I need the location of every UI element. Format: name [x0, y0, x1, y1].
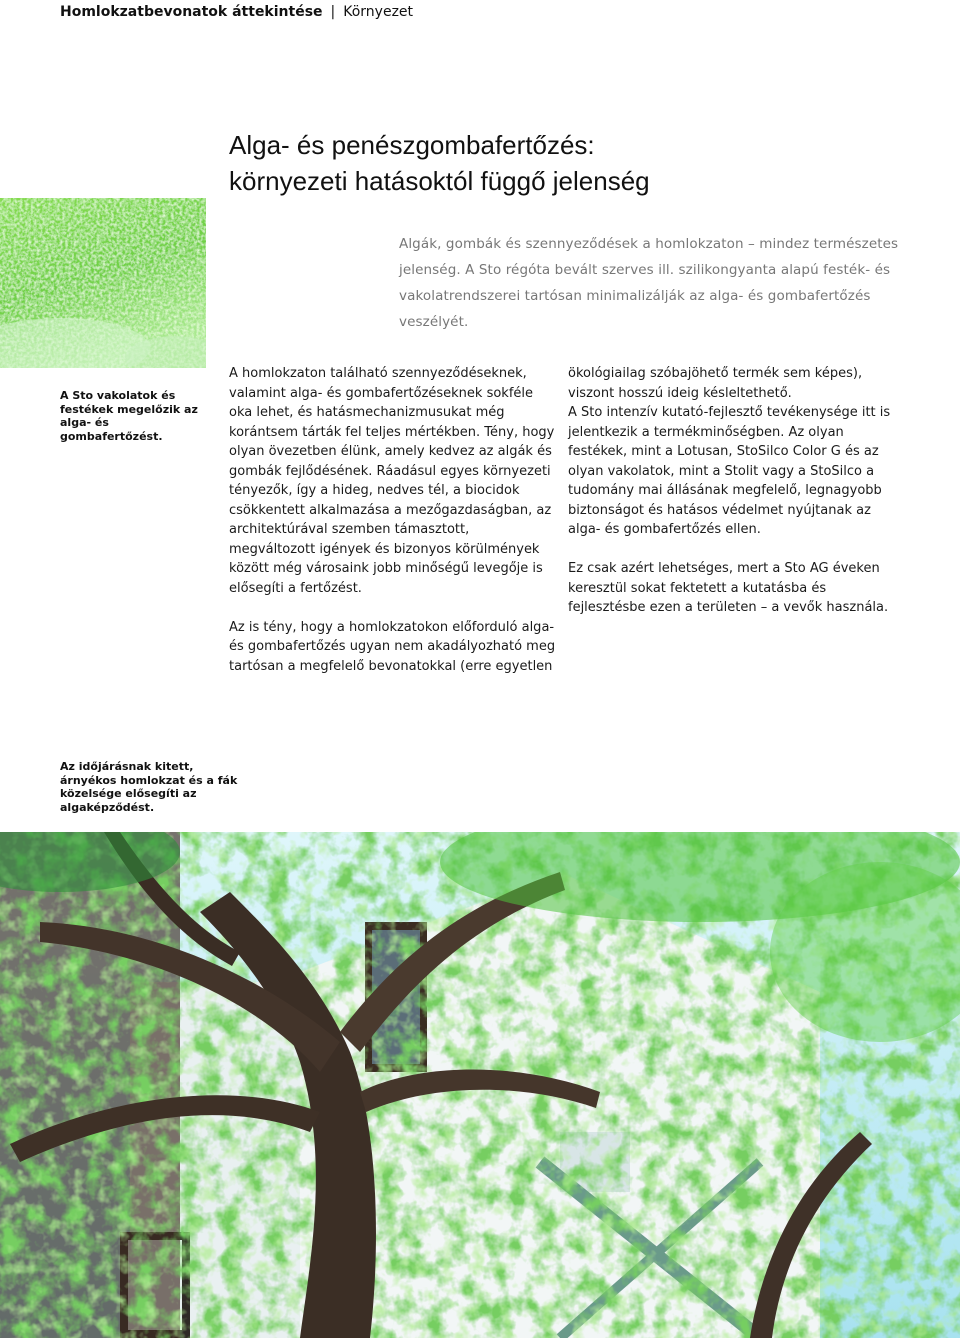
body-column-2 [568, 364, 898, 637]
caption-top: A Sto vakolatok és festékek megelőzik az alga- és gombafertőzést. [60, 389, 198, 443]
algae-texture-graphic [0, 198, 206, 368]
running-header [60, 3, 413, 21]
tree-facade-graphic [0, 832, 960, 1338]
column2-paragraph-2: A Sto intenzív kutató-fejlesztő tevékenysége itt is jelentkezik a termékminőségben. Az olyan festékek, mint a Lotusan, StoSilco Color G és az olyan vakolatok, mint a Stolit vagy a StoSilco a tudomány mai állásának megfelelő, legnagyobb biztonságot és hatásos védelmet nyújtanak az alga- és gombafertőzés ellen. [568, 405, 891, 537]
column2-paragraph-1: ökológiailag szóbajöhető termék sem képes), viszont hosszú ideig késleltethető. [568, 366, 863, 401]
header-separator: | [330, 4, 336, 20]
tree-facade-photo [0, 832, 960, 1338]
page-title [229, 127, 650, 199]
column1-paragraph-1: A homlokzaton található szennyeződéseknek, valamint alga- és gombafertőzéseknek sokféle oka lehet, és hatásmechanizmusukat még korántsem tárták fel teljes mértékben. Tény, hogy olyan övezetben élünk, amely kedvez az algák és gombák fejlődésének. Ráadásul egyes környezeti tényezők, így a hideg, nedves tél, a biocidok csökkentett alkalmazása a mezőgazdaságban, az architektúrával szemben támasztott, megváltozott igények és bizonyos körülmények között még városaink jobb minőségű levegője is elősegíti a fertőzést. [229, 366, 555, 596]
column2-paragraph-3: Ez csak azért lehetséges, mert a Sto AG éveken keresztül sokat fektetett a kutatásba és fejlesztésbe ezen a területen – a vevők használa. [568, 561, 889, 615]
header-section: Homlokzatbevonatok áttekintése [60, 4, 323, 20]
algae-texture-image [0, 198, 206, 368]
caption-bottom: Az időjárásnak kitett, árnyékos homlokzat és a fák közelsége elősegíti az algaképződést. [60, 760, 238, 814]
title-line-2: környezeti hatásoktól függő jelenség [229, 166, 650, 196]
body-column-1 [229, 364, 559, 696]
column1-paragraph-2: Az is tény, hogy a homlokzatokon előforduló alga- és gombafertőzés ugyan nem akadályozható meg tartósan a megfelelő bevonatokkal (erre egyetlen [229, 619, 556, 674]
title-line-1: Alga- és penészgombafertőzés: [229, 130, 595, 160]
header-subsection: Környezet [343, 4, 414, 20]
intro-paragraph: Algák, gombák és szennyeződések a homlokzaton – mindez természetes jelenség. A Sto régóta bevált szerves ill. szilikongyanta alapú festék- és vakolatrendszerei tartósan minimalizálják az alga- és gombafertőzés veszélyét. [399, 236, 899, 330]
